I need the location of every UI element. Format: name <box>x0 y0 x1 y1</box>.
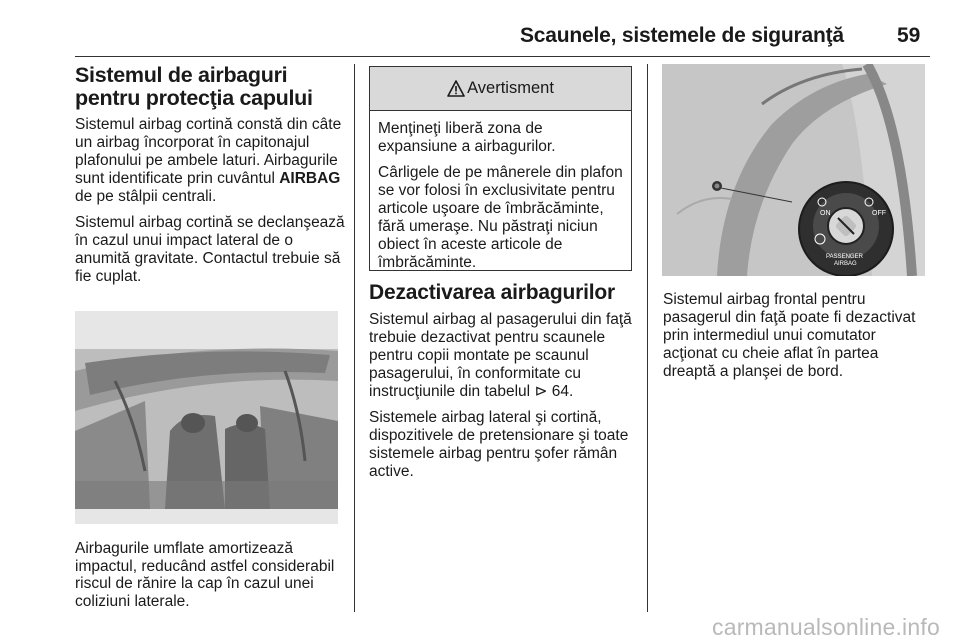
warning-paragraph-2: Cârligele de pe mânerele din plafon se vor folosi în exclusivitate pentru articole uşoare de îmbrăcăminte, fără umeraşe. Nu păstraţi niciun obiect în aceste articole de îmbrăcăminte. <box>378 164 623 271</box>
column-divider-1 <box>354 64 355 612</box>
switch-label-off: OFF <box>872 210 886 217</box>
paragraph-front-airbag-switch: Sistemul airbag frontal pentru pasagerul din faţă poate fi dezactivat prin intermediul unui comutator acţionat cu cheie aflat în partea dreaptă a planşei de bord. <box>663 291 916 380</box>
text-run: . <box>569 383 574 400</box>
page-reference-link[interactable]: 64 <box>551 383 569 400</box>
page-reference-arrow-icon: ⊳ <box>534 383 548 400</box>
column-3 <box>663 291 931 389</box>
running-header-title: Scaunele, sistemele de siguranţă <box>520 24 844 47</box>
curtain-airbag-illustration <box>75 311 338 524</box>
paragraph-other-airbags-active: Sistemele airbag lateral şi cortină, dispozitivele de pretensionare şi toate sistemele airbag pentru şofer rămân active. <box>369 409 629 480</box>
column-2 <box>369 281 634 489</box>
figure-caption-curtain-airbags: Airbagurile umflate amortizează impactul, reducând astfel considerabil riscul de rănire la cap în cazul unei coliziuni laterale. <box>75 540 335 610</box>
column-divider-2 <box>647 64 648 612</box>
switch-label-passenger: PASSENGER <box>826 254 863 260</box>
text-run: de pe stâlpii centrali. <box>75 188 217 205</box>
page-number: 59 <box>897 24 921 47</box>
warning-paragraph-1: Menţineţi liberă zona de expansiune a airbagurilor. <box>378 120 556 155</box>
paragraph-curtain-airbag-description <box>75 116 345 206</box>
section-heading-head-airbags: Sistemul de airbaguri pentru protecţia capului <box>75 63 313 110</box>
passenger-airbag-switch-illustration <box>662 64 925 276</box>
warning-body <box>370 111 631 272</box>
switch-label-on: ON <box>820 210 831 217</box>
paragraph-deactivation-passenger <box>369 311 634 401</box>
section-heading-deactivation: Dezactivarea airbagurilor <box>369 281 615 304</box>
warning-title: Avertisment <box>467 79 554 97</box>
warning-triangle-icon <box>447 80 465 97</box>
warning-box <box>369 66 632 271</box>
text-run: Sistemul airbag cortină constă din câte un airbag încorporat în capitonajul plafonului pe ambele laturi. Airbagurile sunt identificate prin cuvântul <box>75 116 342 187</box>
column-1 <box>75 64 345 294</box>
paragraph-curtain-airbag-deploy: Sistemul airbag cortină se declanşează în cazul unui impact lateral de o anumită gravitate. Contactul trebuie să fie cuplat. <box>75 214 345 285</box>
watermark: carmanualsonline.info <box>712 614 940 640</box>
switch-label-airbag: AIRBAG <box>834 261 857 267</box>
header-rule <box>75 56 930 57</box>
airbag-label-term: AIRBAG <box>279 170 341 187</box>
text-run: Sistemul airbag al pasagerului din faţă trebuie dezactivat pentru scaunele pentru copii montate pe scaunul pasagerului, în conformitate cu instrucţiunile din tabelul <box>369 311 632 400</box>
warning-header <box>370 67 631 111</box>
